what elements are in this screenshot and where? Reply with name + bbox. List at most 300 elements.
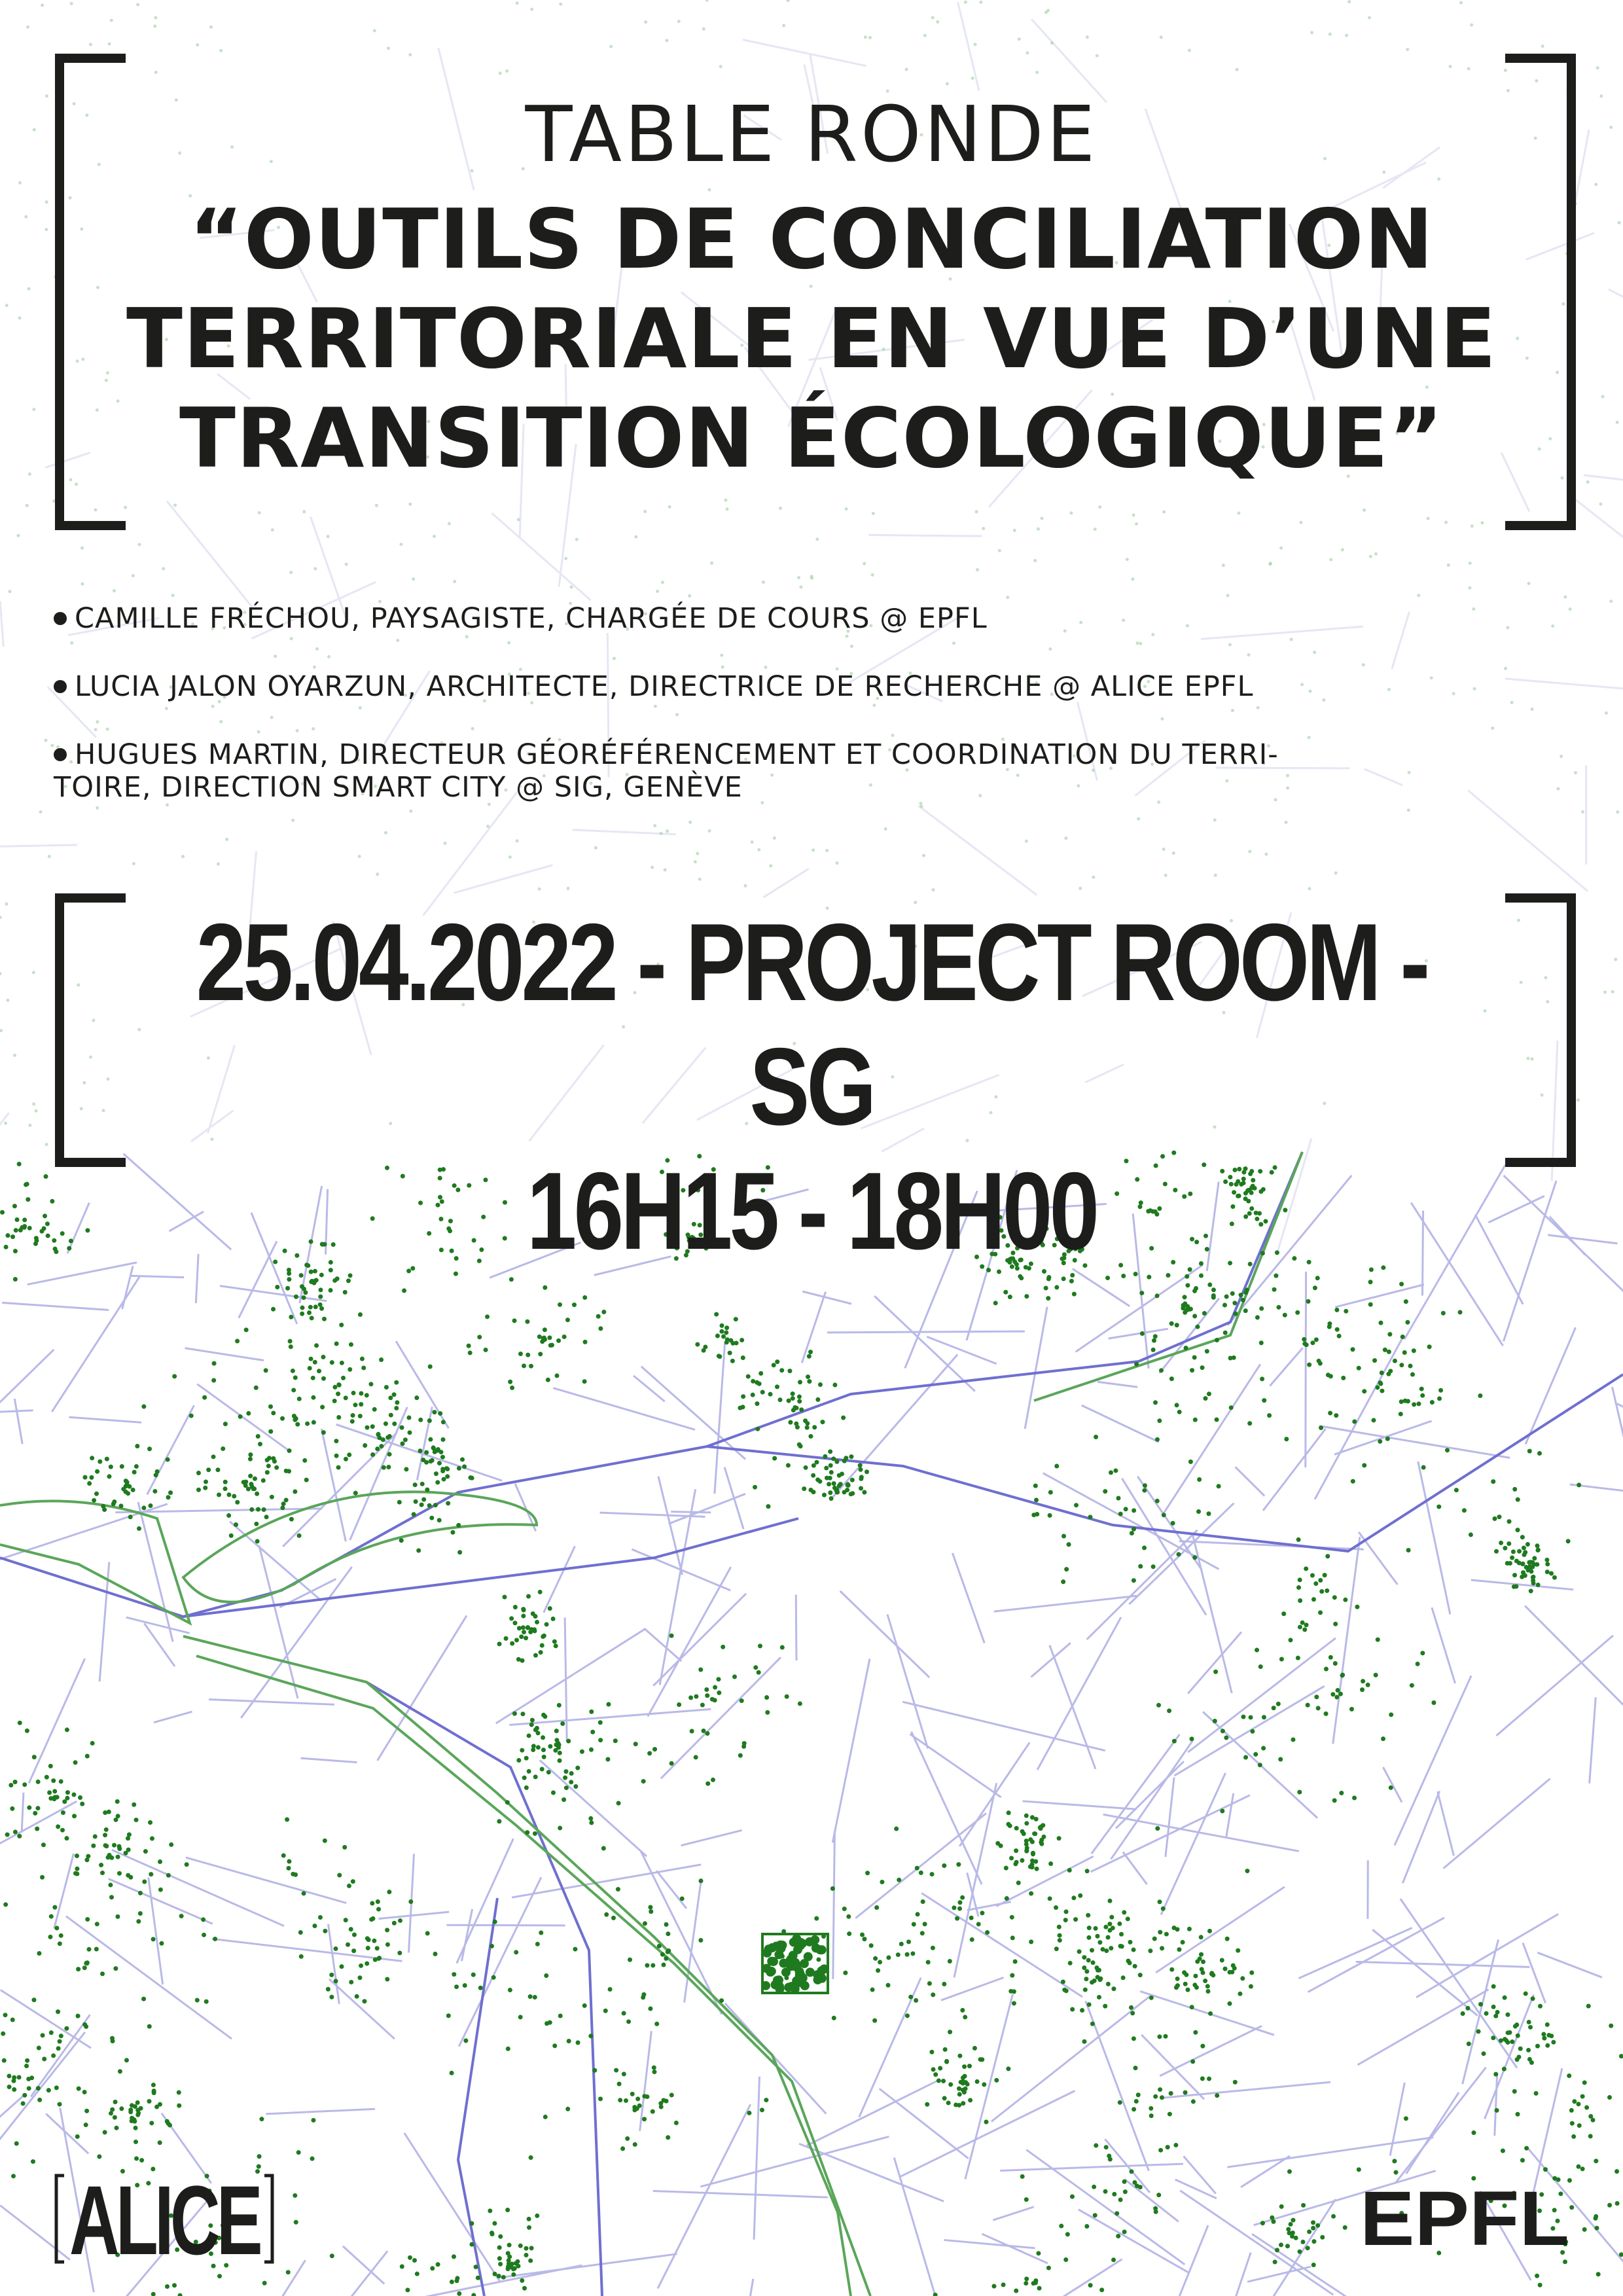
tree-dot — [1187, 1927, 1192, 1931]
tree-dot — [1138, 1973, 1143, 1977]
tree-dot — [467, 1344, 471, 1348]
tree-dot-faint — [643, 510, 647, 513]
tree-dot — [274, 1465, 279, 1470]
tree-dot — [1132, 2036, 1136, 2041]
tree-dot — [846, 1914, 851, 1919]
tree-dot — [280, 1416, 285, 1421]
tree-dot — [657, 1944, 662, 1948]
tree-dot — [1207, 2077, 1211, 2081]
tree-dot — [721, 1645, 725, 1649]
park-tree — [814, 1971, 821, 1978]
tree-dot — [51, 2053, 56, 2058]
tree-dot — [921, 1899, 925, 1904]
tree-dot — [808, 1350, 813, 1354]
tree-dot — [1085, 1869, 1090, 1873]
street-line — [329, 1924, 340, 2004]
tree-dot — [7, 2085, 12, 2089]
tree-dot — [1357, 1366, 1361, 1371]
tree-dot — [1393, 1359, 1397, 1363]
tree-dot — [1454, 1488, 1459, 1492]
tree-dot — [151, 2083, 156, 2087]
tree-dot — [1086, 1958, 1091, 1963]
tree-dot — [847, 1931, 851, 1936]
tree-dot — [287, 1866, 291, 1871]
tree-dot — [1082, 1965, 1086, 1970]
tree-dot — [262, 1507, 266, 1512]
tree-dot — [1184, 1973, 1188, 1977]
tree-dot — [133, 2104, 137, 2109]
tree-dot — [312, 1281, 316, 1285]
tree-dot — [598, 1326, 603, 1331]
tree-dot — [766, 1504, 770, 1509]
tree-dot — [1118, 2197, 1123, 2202]
tree-dot — [1054, 1905, 1058, 1910]
tree-dot — [1535, 1562, 1539, 1567]
tree-dot — [724, 1325, 729, 1330]
tree-dot — [1046, 1296, 1050, 1300]
tree-dot — [1094, 1435, 1098, 1439]
tree-dot — [1118, 1512, 1123, 1516]
tree-dot — [994, 2078, 999, 2083]
tree-dot — [1097, 1995, 1101, 2000]
tree-dot-faint — [1226, 594, 1229, 597]
street-line — [1164, 1364, 1260, 1513]
tree-dot — [1619, 2054, 1623, 2058]
tree-dot — [778, 1397, 783, 1402]
tree-dot — [1029, 1939, 1033, 1944]
tree-dot — [1003, 1290, 1008, 1295]
tree-dot — [1291, 2218, 1295, 2223]
tree-dot — [310, 1316, 314, 1320]
tree-dot — [1334, 1308, 1339, 1312]
tree-dot — [33, 1811, 37, 1816]
tree-dot — [100, 1971, 105, 1976]
street-line — [1129, 1503, 1234, 1604]
tree-dot — [84, 2024, 88, 2029]
tree-dot-faint — [688, 594, 691, 598]
tree-dot — [1199, 1935, 1204, 1939]
tree-dot — [548, 1343, 553, 1348]
tree-dot — [1537, 1451, 1542, 1456]
tree-dot-faint — [154, 16, 157, 19]
tree-dot-faint — [313, 567, 317, 570]
tree-dot — [375, 1446, 380, 1451]
title-line-3: TRANSITION ÉCOLOGIQUE” — [179, 390, 1444, 486]
street-line — [1525, 1327, 1575, 1444]
tree-dot — [589, 1820, 594, 1825]
tree-dot — [1541, 2032, 1546, 2037]
tree-dot-faint — [448, 522, 451, 525]
tree-dot — [462, 1464, 467, 1469]
tree-dot — [299, 1273, 304, 1278]
tree-dot — [474, 2265, 478, 2269]
tree-dot — [1298, 2250, 1302, 2254]
street-line — [1188, 1638, 1336, 1752]
tree-dot — [1594, 2214, 1598, 2219]
tree-dot — [75, 1854, 79, 1858]
tree-dot — [1200, 1967, 1204, 1971]
tree-dot — [613, 1738, 618, 1743]
tree-dot — [1230, 1291, 1235, 1296]
tree-dot — [920, 1931, 925, 1935]
tree-dot-faint — [1098, 505, 1101, 509]
tree-dot — [957, 1900, 962, 1905]
tree-dot — [1304, 1623, 1309, 1627]
tree-dot — [386, 1465, 391, 1469]
tree-dot — [1155, 1826, 1160, 1831]
tree-dot-faint — [18, 181, 22, 185]
tree-dot — [524, 2253, 529, 2257]
street-line — [209, 1699, 334, 1704]
tree-dot — [1103, 1925, 1108, 1929]
tree-dot — [1552, 1575, 1557, 1580]
tree-dot — [705, 1693, 709, 1698]
tree-dot — [705, 1731, 709, 1736]
tree-dot — [1185, 1283, 1190, 1287]
tree-dot-faint — [1551, 624, 1554, 628]
tree-dot — [1253, 1752, 1258, 1757]
tree-dot — [1510, 1556, 1514, 1560]
tree-dot — [404, 1467, 408, 1471]
tree-dot — [251, 1486, 256, 1491]
tree-dot — [285, 1818, 289, 1822]
tree-dot — [982, 2082, 986, 2087]
tree-dot — [505, 1800, 510, 1804]
street-line — [833, 1831, 835, 1979]
tree-dot — [52, 1905, 57, 1910]
tree-dot — [1291, 1737, 1295, 1742]
tree-dot — [558, 2013, 563, 2018]
tree-dot — [815, 1477, 820, 1482]
tree-dot — [521, 1625, 526, 1630]
tree-dot-faint — [871, 573, 874, 577]
tree-dot — [1167, 1708, 1171, 1713]
tree-dot — [1160, 1946, 1164, 1950]
tree-dot — [535, 1942, 540, 1946]
tree-dot — [365, 1962, 369, 1966]
tree-dot — [1099, 2287, 1104, 2292]
tree-dot — [694, 1695, 698, 1699]
speaker-item-continuation — [54, 771, 1533, 804]
tree-dot — [1039, 1838, 1044, 1842]
tree-dot — [541, 1634, 545, 1639]
tree-dot-faint — [408, 53, 412, 56]
tree-dot — [1512, 1585, 1516, 1589]
street-line — [1231, 2199, 1336, 2296]
street-line-faint — [0, 845, 77, 848]
tree-dot — [413, 1482, 418, 1487]
tree-dot — [392, 1921, 397, 1926]
tree-dot — [313, 1360, 317, 1365]
street-line — [459, 1877, 541, 2046]
tree-dot — [432, 1410, 437, 1414]
tree-dot — [1333, 1622, 1338, 1626]
tree-dot — [32, 1755, 37, 1759]
tree-dot-faint — [444, 842, 447, 845]
tree-dot — [1024, 1821, 1029, 1825]
tree-dot-faint — [173, 503, 177, 507]
tree-dot — [832, 1382, 837, 1387]
tree-dot — [450, 2280, 454, 2284]
tree-dot — [1300, 1621, 1305, 1625]
tree-dot — [649, 1909, 653, 1914]
street-line — [996, 1856, 1093, 1906]
tree-dot — [1118, 2100, 1122, 2105]
street-line — [2, 1302, 109, 1310]
tree-dot — [73, 1760, 78, 1765]
street-line — [991, 1996, 1150, 2121]
tree-dot — [972, 2046, 977, 2051]
tree-dot-faint — [1334, 871, 1338, 874]
street-line — [1037, 1617, 1121, 1770]
tree-dot-faint — [696, 852, 699, 855]
tree-dot — [313, 1304, 318, 1309]
tree-dot — [1517, 1549, 1522, 1554]
tree-dot — [580, 1749, 584, 1754]
tree-dot — [408, 2255, 412, 2260]
tree-dot — [899, 1942, 904, 1946]
tree-dot — [1121, 1975, 1126, 1980]
tree-dot — [1607, 2095, 1612, 2100]
tree-dot-faint — [1050, 41, 1054, 45]
tree-dot — [1501, 2149, 1505, 2153]
tree-dot — [560, 1721, 565, 1726]
tree-dot — [1190, 1368, 1194, 1372]
tree-dot — [731, 1341, 736, 1346]
tree-dot — [524, 2246, 528, 2251]
tree-dot — [1295, 1310, 1300, 1315]
tree-dot — [1156, 1703, 1161, 1708]
street-line — [941, 1977, 1004, 2000]
tree-dot-faint — [998, 549, 1001, 552]
tree-dot — [1281, 1611, 1286, 1616]
tree-dot — [441, 1420, 446, 1424]
tree-dot — [31, 2159, 35, 2164]
tree-dot — [1512, 1573, 1517, 1577]
tree-dot — [287, 1448, 292, 1453]
tree-dot — [1328, 1411, 1332, 1416]
tree-dot — [1534, 2091, 1539, 2096]
tree-dot — [1046, 2266, 1051, 2270]
tree-dot — [967, 2064, 972, 2068]
tree-dot — [1086, 1913, 1090, 1918]
tree-dot — [1332, 1798, 1337, 1803]
tree-dot — [14, 2142, 19, 2146]
park-tree — [785, 1984, 792, 1990]
tree-dot — [1227, 2001, 1232, 2006]
tree-dot — [152, 2089, 156, 2093]
tree-dot — [555, 1373, 560, 1378]
tree-dot-faint — [209, 26, 213, 29]
tree-dot — [1571, 2134, 1576, 2139]
tree-dot — [271, 1410, 276, 1415]
tree-dot — [1515, 1528, 1520, 1532]
tree-dot-faint — [1162, 511, 1166, 514]
tree-dot — [104, 1844, 109, 1848]
tree-dot — [558, 1751, 562, 1755]
park-tree — [797, 1971, 804, 1977]
street-line — [509, 1709, 711, 1725]
tree-dot — [1319, 1426, 1323, 1430]
tree-dot — [543, 1285, 547, 1290]
tree-dot-faint — [181, 855, 185, 858]
tree-dot — [829, 1463, 833, 1468]
tree-dot — [1201, 1960, 1205, 1964]
tree-dot — [573, 1784, 578, 1789]
tree-dot — [1039, 1842, 1044, 1846]
tree-dot — [1232, 1966, 1237, 1971]
tree-dot — [497, 1819, 501, 1823]
tree-dot — [1302, 1342, 1307, 1346]
tree-dot-faint — [516, 839, 519, 842]
tree-dot — [512, 1621, 517, 1625]
tree-dot — [788, 1420, 793, 1425]
tree-dot — [1046, 1275, 1051, 1280]
tree-dot — [1058, 1938, 1062, 1943]
tree-dot — [332, 1385, 337, 1390]
tree-dot — [497, 2256, 502, 2261]
tree-dot — [603, 2009, 608, 2013]
tree-dot — [248, 1452, 253, 1457]
tree-dot-faint — [1563, 595, 1567, 598]
tree-dot-faint — [16, 534, 20, 537]
tree-dot-faint — [719, 65, 722, 68]
tree-dot — [24, 2064, 29, 2068]
tree-dot — [76, 1967, 80, 1971]
tree-dot-faint — [162, 567, 165, 570]
tree-dot — [543, 1327, 547, 1332]
park-square — [762, 1934, 828, 1993]
street-line — [902, 1702, 1105, 1751]
tree-dot — [311, 2118, 315, 2123]
tree-dot — [542, 1335, 546, 1340]
epfl-logo-text: EPFL — [1360, 2176, 1569, 2262]
tree-dot — [1516, 2112, 1520, 2117]
tree-dot-faint — [26, 26, 29, 29]
tree-dot — [86, 1947, 91, 1952]
tree-dot-faint — [923, 34, 927, 37]
tree-dot — [1163, 2034, 1168, 2039]
tree-dot — [305, 1422, 310, 1426]
tree-dot — [1272, 1706, 1276, 1710]
tree-dot — [1586, 2003, 1591, 2008]
tree-dot — [1318, 1610, 1323, 1615]
tree-dot — [807, 1379, 812, 1384]
tree-dot — [376, 1899, 380, 1904]
tree-dot — [1103, 2189, 1108, 2194]
tree-dot — [53, 1795, 58, 1799]
street-line — [1227, 2138, 1433, 2168]
tree-dot — [471, 1973, 476, 1977]
tree-dot — [478, 1986, 483, 1990]
tree-dot — [1223, 1967, 1228, 1971]
tree-dot — [1124, 1507, 1128, 1511]
tree-dot — [349, 1927, 353, 1931]
tree-dot — [760, 1390, 765, 1394]
tree-dot — [596, 1314, 601, 1319]
tree-dot-faint — [89, 43, 92, 46]
tree-dot — [1082, 2039, 1086, 2044]
tree-dot — [294, 2220, 298, 2225]
tree-dot — [429, 1459, 433, 1463]
tree-dot — [543, 2115, 548, 2119]
tree-dot — [1403, 1399, 1408, 1403]
tree-dot-faint — [327, 535, 330, 538]
epfl-logo — [1360, 2176, 1571, 2262]
tree-dot — [970, 1937, 974, 1942]
park-tree — [792, 1959, 798, 1965]
tree-dot — [1580, 2094, 1585, 2099]
street-line — [0, 1350, 54, 1467]
tree-dot — [529, 1723, 534, 1727]
tree-dot — [281, 1501, 286, 1506]
tree-dot — [1267, 1413, 1272, 1418]
tree-dot — [791, 1408, 796, 1412]
title-line-1: “OUTILS DE CONCILIATION — [188, 191, 1435, 287]
tree-dot — [1493, 2072, 1498, 2077]
tree-dot — [510, 1386, 514, 1390]
tree-dot — [512, 1318, 517, 1323]
tree-dot — [1197, 1477, 1202, 1482]
tree-dot — [1343, 2225, 1347, 2230]
tree-dot — [526, 1626, 530, 1630]
tree-dot — [1495, 2108, 1499, 2113]
tree-dot — [64, 1836, 69, 1840]
tree-dot — [109, 2111, 113, 2115]
tree-dot — [772, 1363, 776, 1367]
tree-dot — [915, 1866, 919, 1871]
tree-dot — [858, 1467, 863, 1472]
tree-dot — [370, 1452, 375, 1457]
epfl-logo-graphic — [1360, 2176, 1571, 2262]
tree-dot — [463, 1983, 467, 1988]
street-line — [1270, 1348, 1302, 1386]
tree-dot — [554, 1738, 559, 1742]
tree-dot — [238, 1414, 243, 1419]
tree-dot — [424, 1460, 429, 1465]
tree-dot — [529, 2246, 534, 2250]
tree-dot — [366, 1946, 370, 1950]
tree-dot — [1104, 2145, 1109, 2149]
tree-dot — [1333, 1661, 1338, 1666]
tree-dot — [318, 1287, 323, 1292]
tree-dot — [807, 1354, 812, 1359]
tree-dot — [298, 1930, 303, 1935]
tree-dot — [529, 2155, 533, 2160]
street-line — [1463, 1940, 1499, 2085]
tree-dot — [302, 1458, 307, 1463]
tree-dot — [505, 2208, 510, 2212]
tree-dot — [1285, 2244, 1290, 2248]
tree-dot — [330, 1360, 334, 1365]
tree-dot — [402, 1288, 406, 1293]
tree-dot-faint — [113, 589, 116, 592]
street-line — [1390, 2083, 1404, 2156]
tree-dot — [948, 1959, 952, 1964]
tree-dot — [960, 1895, 965, 1900]
tree-dot — [576, 2040, 580, 2045]
tree-dot — [353, 1491, 358, 1496]
tree-dot — [509, 1616, 514, 1621]
tree-dot — [829, 1470, 834, 1475]
tree-dot — [216, 1467, 221, 1472]
tree-dot — [517, 1626, 522, 1630]
tree-dot — [158, 1859, 162, 1864]
tree-dot — [527, 1733, 531, 1738]
tree-dot — [52, 1789, 57, 1793]
tree-dot-faint — [408, 503, 412, 506]
tree-dot — [830, 1886, 835, 1891]
